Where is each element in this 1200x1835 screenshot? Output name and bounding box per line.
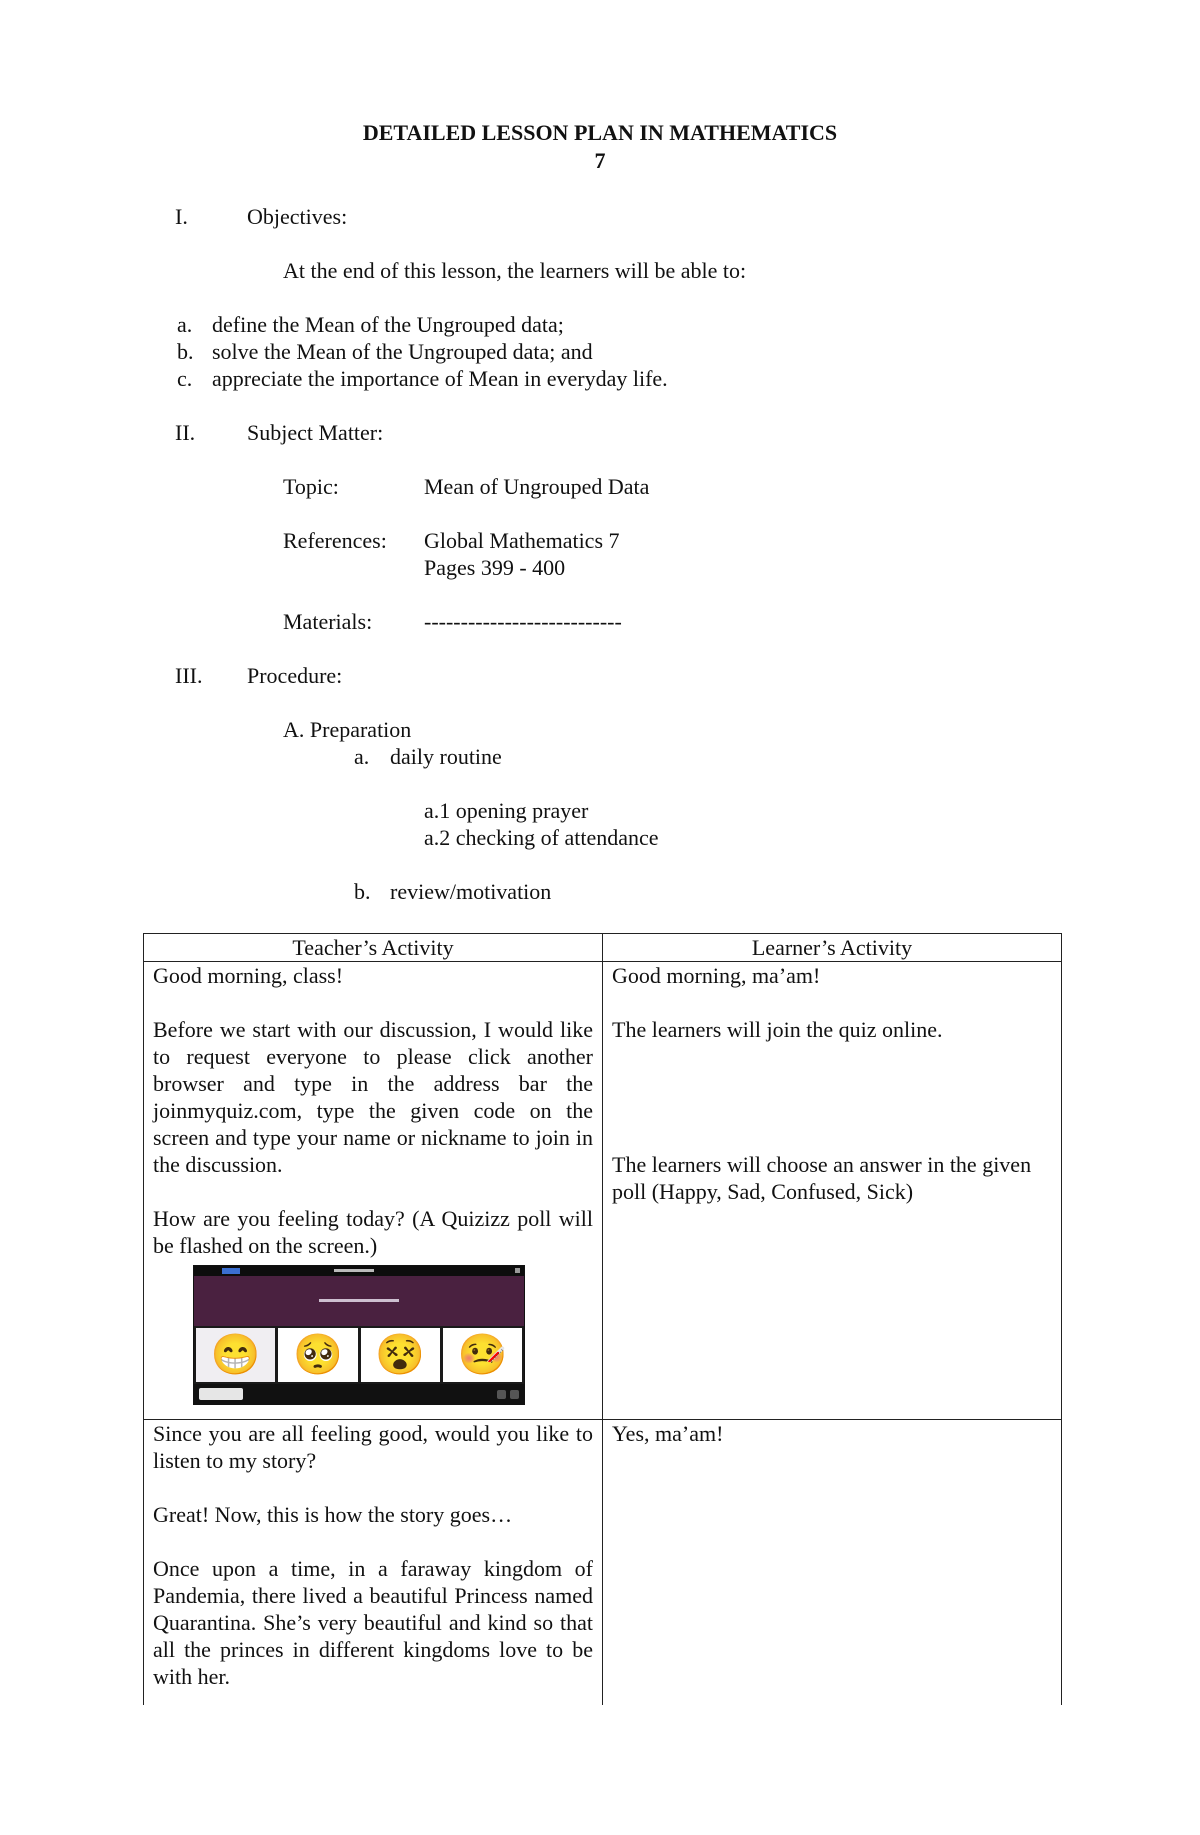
happy-face-icon: 😁 (196, 1328, 275, 1382)
learner-line: The learners will join the quiz online. (612, 1017, 943, 1042)
learner-line: Good morning, ma’am! (612, 963, 821, 988)
activity-table (143, 933, 1062, 1705)
page-title: DETAILED LESSON PLAN IN MATHEMATICS (362, 120, 838, 145)
quizizz-poll-screenshot (193, 1265, 525, 1405)
teacher-line: Great! Now, this is how the story goes… (153, 1502, 513, 1527)
daily-routine: daily routine (390, 744, 502, 769)
sick-face-icon: 🤒 (443, 1328, 522, 1382)
table-header-row (144, 934, 1062, 962)
teacher-activity-cell (144, 1420, 603, 1706)
table-row (144, 962, 1062, 1420)
objective-item: appreciate the importance of Mean in everyday life. (212, 366, 668, 391)
teacher-line: Before we start with our discussion, I would like to request everyone to please click another browser and type in the address bar the joinmyquiz.com, type the given code on the screen and type your name or nickname to join in the discussion. (153, 1017, 593, 1177)
section-heading-subject: Subject Matter: (247, 420, 384, 445)
materials-label: Materials: (283, 609, 373, 634)
section-heading-procedure: Procedure: (247, 663, 343, 688)
teacher-line: Since you are all feeling good, would you like to listen to my story? (153, 1421, 593, 1473)
routine-opening-prayer: a.1 opening prayer (424, 798, 589, 823)
teacher-activity-header: Teacher’s Activity (144, 934, 603, 962)
learner-line: Yes, ma’am! (612, 1421, 724, 1446)
teacher-line: Once upon a time, in a faraway kingdom of Pandemia, there lived a beautiful Princess named Quarantina. She’s very beautiful and kind so that all the princes in different kingdoms love to be with her. (153, 1556, 593, 1689)
learner-activity-header: Learner’s Activity (603, 934, 1062, 962)
confused-face-icon: 😵 (361, 1328, 440, 1382)
routine-attendance: a.2 checking of attendance (424, 825, 659, 850)
topic-value: Mean of Ungrouped Data (424, 474, 650, 499)
teacher-line: Good morning, class! (153, 963, 344, 988)
section-heading-objectives: Objectives: (247, 204, 348, 229)
learner-line: The learners will choose an answer in the given poll (Happy, Sad, Confused, Sick) (612, 1152, 1032, 1204)
objective-item: solve the Mean of the Ungrouped data; and (212, 339, 593, 364)
learner-activity-cell (603, 1420, 1062, 1706)
review-letter: b. (354, 879, 371, 904)
section-numeral-procedure: III. (175, 663, 203, 688)
objective-letter: c. (177, 366, 193, 391)
review-motivation: review/motivation (390, 879, 552, 904)
references-value: Global Mathematics 7 (424, 528, 620, 553)
preparation-heading: A. Preparation (283, 717, 412, 742)
teacher-line: How are you feeling today? (A Quizizz poll will be flashed on the screen.) (153, 1206, 593, 1258)
materials-value: --------------------------- (424, 609, 622, 634)
objective-letter: b. (177, 339, 194, 364)
table-row (144, 1420, 1062, 1706)
teacher-activity-cell (144, 962, 603, 1420)
daily-routine-letter: a. (354, 744, 370, 769)
objectives-intro: At the end of this lesson, the learners will be able to: (283, 258, 747, 283)
sad-face-icon: 🥺 (278, 1328, 357, 1382)
topic-label: Topic: (283, 474, 339, 499)
references-label: References: (283, 528, 387, 553)
objective-item: define the Mean of the Ungrouped data; (212, 312, 564, 337)
references-pages: Pages 399 - 400 (424, 555, 566, 580)
objective-letter: a. (177, 312, 193, 337)
section-numeral-subject: II. (175, 420, 196, 445)
page-title-grade: 7 (594, 148, 606, 173)
learner-activity-cell (603, 962, 1062, 1420)
section-numeral-objectives: I. (175, 204, 188, 229)
